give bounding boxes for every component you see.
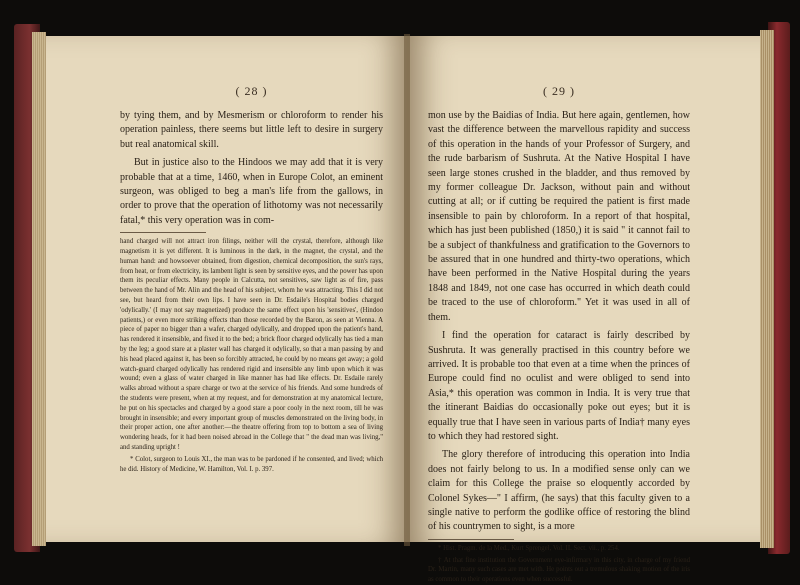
footnote-divider	[120, 232, 206, 233]
open-book	[14, 14, 790, 584]
left-page-edges	[32, 32, 46, 546]
footnote: * Hist. Pragm. de la Med., Kurt Sprengel, Vol. II. Sect. vii., p. 254.	[438, 544, 620, 552]
footnote: hand charged will not attract iron filings, neither will the crystal, therefore, although like magnetism it is yet different. It is luminous in the dark, in the magnet, the crystal, and the human hand: and howsoever obtained, from digestion, chemical decomposition, the sun's rays, from heat, or from electricity, its lambent light is seen by sensitive eyes, and the power has upon them its peculiar effects. Many people in Calcutta, not sensitives, saw light as of fire, pass between the hand of Mr. Alin and the head of his subject, whom he was attracting. This I did not see, but heard from their own lips. I have seen in Dr. Esdaile's Hospital bodies charged 'odylically.' (I may not say magnetized) produce the same effect upon his 'sensitives', (Hindoo patients,) or even more striking effects than those recorded by the Baron, as seen at Vienna. A piece of paper no bigger than a wafer, charged odylically, and dropped upon the patient's hand, has rendered it insensible, and fixed it to the bed; a brick floor charged odylically has tied a man by the leg; a good stare at a plaster wall has charged it odylically, so that a man passing by and his head placed against it, has been so forcibly attracted, he could by no means get away; a gold watch-guard charged odylically has rendered rigid and insensible any limb upon which it was wound; even a glass of water charged in like manner has had like effects. Dr. Esdaile rarely walks abroad without a spare charge or two at the service of his friends. And some hundreds of the students were present, when at my request, and for demonstration at my anatomical lecture, he put on his spectacles and charged by a good stare a poor cooly in the next room, till he was brought in insensible; and every important group of muscles demonstrated on the living body, in their proper action, one after another:—the theatre offering from top to bottom a sea of living wondering heads, for it had been noised abroad in the College that " the dead man was living," and standing upright !	[120, 238, 383, 451]
page-number: ( 29 )	[543, 84, 575, 98]
footnote: * Colot, surgeon to Louis XI., the man was to be pardoned if he consented, and lived; which he did. History of Medicine, W. Hamilton, Vol. I. p. 397.	[120, 455, 383, 473]
footnote-divider	[428, 539, 514, 540]
paragraph: by tying them, and by Mesmerism or chloroform to render his operation painless, there seems but little left to desire in surgery but real anatomical skill.	[120, 110, 383, 150]
book-gutter	[404, 34, 410, 546]
page-number: ( 28 )	[235, 84, 268, 98]
body-text	[120, 109, 383, 228]
right-page-edges	[760, 30, 774, 548]
left-page	[46, 36, 408, 542]
paragraph: The glory therefore of introducing this operation into India does not fairly belong to us. In a modified sense only can we claim for this College the praise so eloquently accorded by Colonel Sykes—" I affirm, (he says) that this faculty given to a single native to perform the godlike office of restoring the blind of his countrymen to sight, is a more	[428, 449, 690, 533]
paragraph: But in justice also to the Hindoos we may add that it is very probable that at a time, 1460, when in Europe Colot, an eminent surgeon, was obliged to beg a man's life from the gallows, in order to prove that the operation of lithotomy was not necessarily fatal,* this very operation was in com-	[120, 157, 383, 226]
paragraph: I find the operation for cataract is fairly described by Sushruta. It was generally practised in this country before we arrived. It is probable too that even at a time when the princes of Europe could find no oculist and were obliged to send into Asia,* this operation was common in India. It is very true that the itinerant Baidias do occasionally poke out eyes; but it is equally true that I have seen in various parts of India† many eyes to which they had restored sight.	[428, 330, 690, 442]
footnote: † At that fine institution the Government eye-infirmary in this city, in charge of my friend Dr. Martin, many such cases are met with. He points out a tremulous shaking motion of the iris as common to their operations even when successful.	[428, 556, 690, 584]
paragraph: mon use by the Baidias of India. But here again, gentlemen, how vast the difference between the marvellous rapidity and success of this operation in the hands of your Professor of Surgery, and the rude barbarism of Sushruta. At the Native Hospital I have seen large stones crushed in the bladder, and thus removed by my former colleague Dr. Jackson, without pain and without cutting at all; or if cutting be required the patient is first made insensible to pain by chloroform. In a report of that hospital, which has just been published (1850,) it is said " it cannot fail to be a subject of thankfulness and gratification to the Governors to be assured that in one hundred and thirty-two operations, which have been performed in the Native Hospital during the years 1848 and 1849, not one case has occurred in which death could be traced to the use of chloroform." Yet it was used in all of them.	[428, 110, 690, 323]
footnotes	[428, 544, 690, 585]
footnotes	[120, 237, 383, 474]
body-text	[428, 109, 690, 535]
right-page	[408, 36, 760, 584]
